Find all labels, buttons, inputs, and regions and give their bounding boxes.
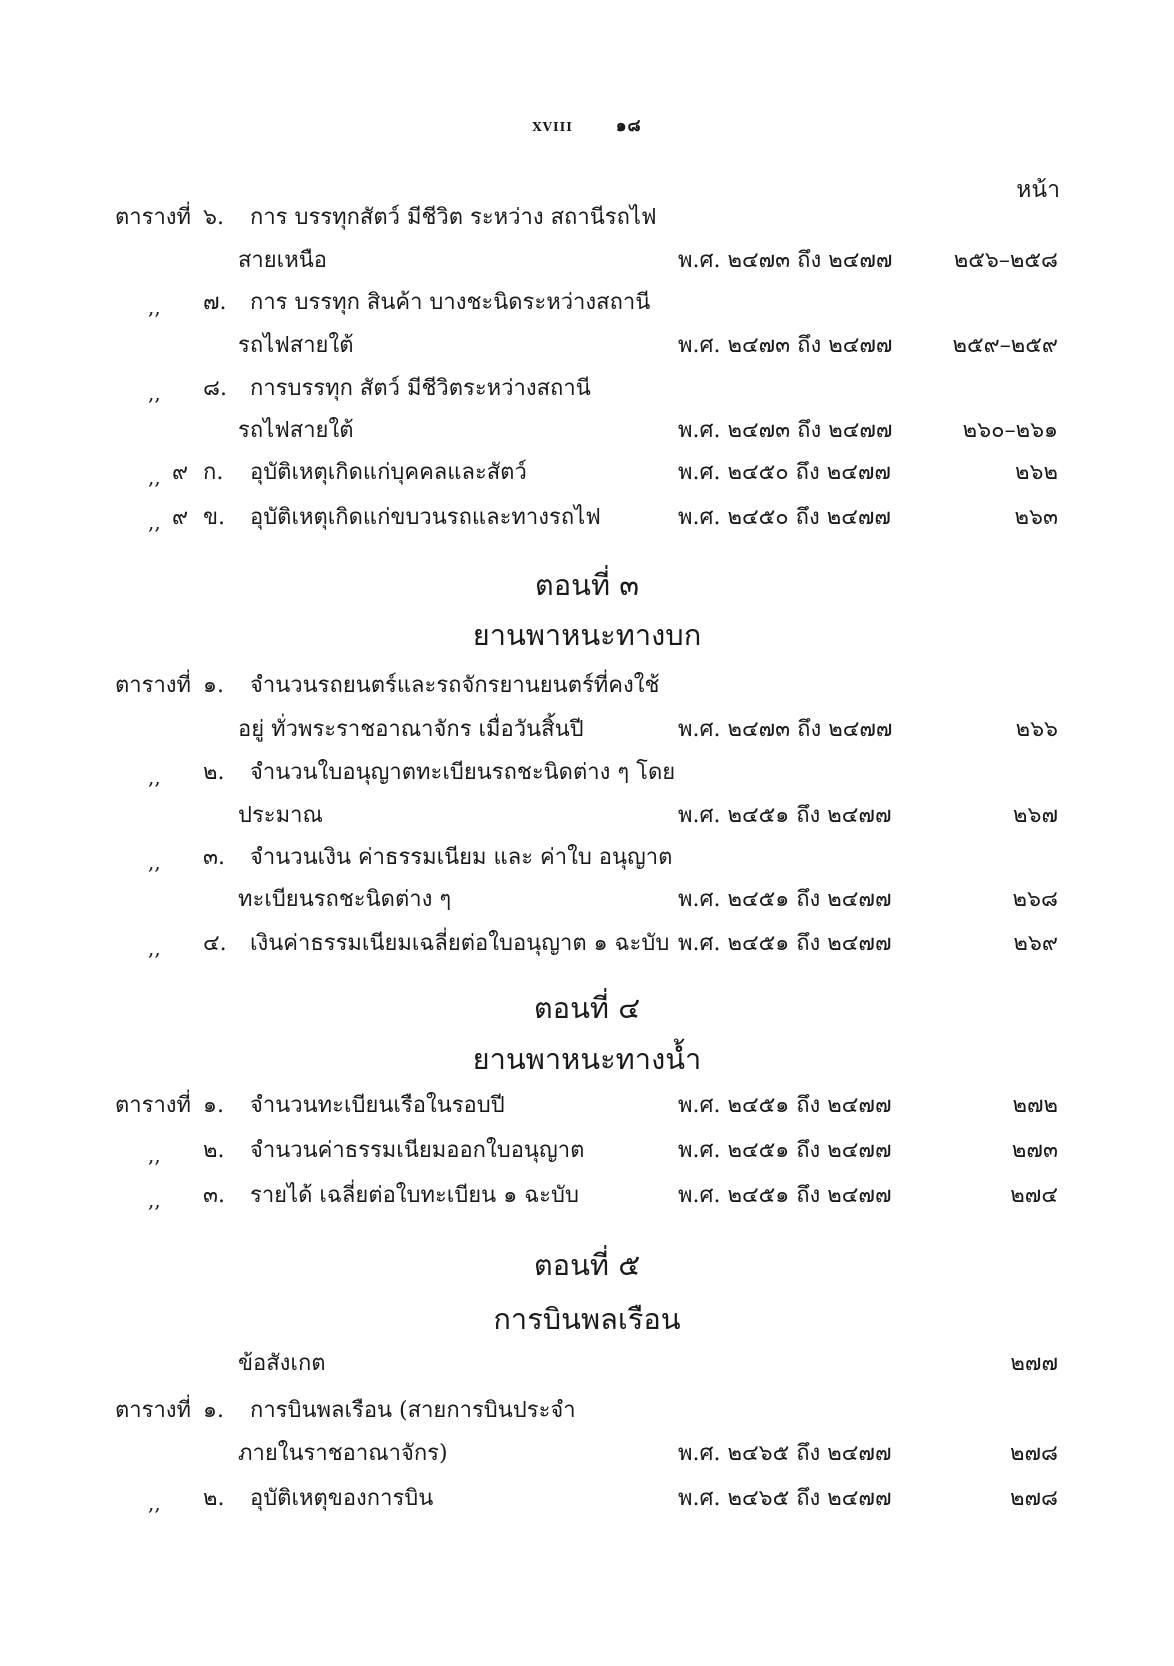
entry-page: ๒๖๒ bbox=[1015, 460, 1058, 485]
entry-page: ๒๗๗ bbox=[1010, 1351, 1058, 1376]
entry-title: จำนวนเงิน ค่าธรรมเนียม และ ค่าใบ อนุญาต bbox=[250, 845, 673, 870]
ditto-mark: ,, bbox=[148, 765, 161, 789]
entry-title: อุบัติเหตุเกิดแก่ขบวนรถและทางรถไฟ bbox=[250, 505, 601, 530]
toc-entry bbox=[0, 285, 1174, 325]
ditto-mark: ,, bbox=[148, 1143, 161, 1167]
ditto-mark: ,, bbox=[148, 850, 161, 874]
entry-title: จำนวนทะเบียนเรือในรอบปี bbox=[250, 1093, 505, 1118]
entry-title: การ บรรทุก สินค้า บางชะนิดระหว่างสถานี bbox=[250, 290, 651, 315]
entry-period: พ.ศ. ๒๔๕๑ ถึง ๒๔๗๗ bbox=[678, 931, 892, 956]
section-part-heading: ตอนที่ ๔ bbox=[533, 991, 641, 1025]
section-name-heading: ยานพาหนะทางน้ำ bbox=[472, 1042, 702, 1076]
entry-page: ๒๖๘ bbox=[1012, 887, 1058, 912]
entry-title-cont: รถไฟสายใต้ bbox=[238, 418, 354, 443]
entry-page: ๒๗๔ bbox=[1010, 1183, 1058, 1208]
entry-number: ๒. bbox=[203, 760, 225, 785]
entry-period: พ.ศ. ๒๔๗๓ ถึง ๒๔๗๗ bbox=[678, 418, 893, 443]
entry-period: พ.ศ. ๒๔๕๐ ถึง ๒๔๗๗ bbox=[678, 460, 891, 485]
toc-entry-continuation bbox=[0, 243, 1174, 283]
entry-title: การบินพลเรือน (สายการบินประจำ bbox=[250, 1398, 576, 1423]
toc-entry-continuation bbox=[0, 1436, 1174, 1476]
toc-entry bbox=[0, 1346, 1174, 1386]
entry-page: ๒๗๓ bbox=[1011, 1138, 1058, 1163]
entry-number: ๓. bbox=[203, 1183, 226, 1208]
entry-title-cont: รถไฟสายใต้ bbox=[238, 333, 354, 358]
entry-title-cont: ประมาณ bbox=[238, 803, 323, 828]
entry-number: ๓. bbox=[203, 845, 226, 870]
entry-title-cont: ภายในราชอาณาจักร) bbox=[238, 1441, 448, 1466]
entry-page: ๒๗๘ bbox=[1009, 1486, 1058, 1511]
entry-period: พ.ศ. ๒๔๗๓ ถึง ๒๔๗๗ bbox=[678, 717, 893, 742]
entry-period: พ.ศ. ๒๔๕๑ ถึง ๒๔๗๗ bbox=[678, 1183, 892, 1208]
entry-period: พ.ศ. ๒๔๕๑ ถึง ๒๔๗๗ bbox=[678, 887, 892, 912]
entry-page: ๒๖๙ bbox=[1013, 931, 1058, 956]
entry-number: ๑. bbox=[203, 1398, 224, 1423]
entry-number: ๘. bbox=[203, 376, 227, 401]
entry-page: ๒๖๗ bbox=[1012, 803, 1058, 828]
section-part-heading: ตอนที่ ๕ bbox=[533, 1248, 641, 1282]
section-name-heading: การบินพลเรือน bbox=[493, 1302, 681, 1336]
page-column-heading: หน้า bbox=[1016, 177, 1060, 203]
entry-page: ๒๖๐–๒๖๑ bbox=[962, 418, 1058, 443]
toc-entry bbox=[0, 500, 1174, 540]
entry-period: พ.ศ. ๒๔๖๕ ถึง ๒๔๗๗ bbox=[678, 1441, 892, 1466]
toc-entry bbox=[0, 668, 1174, 708]
toc-entry bbox=[0, 1133, 1174, 1173]
entry-title-cont: อยู่ ทั่วพระราชอาณาจักร เมื่อวันสิ้นปี bbox=[238, 717, 584, 742]
entry-number: ๗. bbox=[203, 290, 227, 315]
thai-page-number: ๑๘ bbox=[615, 116, 642, 136]
ditto-mark: ,, bbox=[148, 1491, 161, 1515]
toc-entry bbox=[0, 200, 1174, 240]
toc-entry bbox=[0, 1393, 1174, 1433]
entry-period: พ.ศ. ๒๔๕๑ ถึง ๒๔๗๗ bbox=[678, 803, 892, 828]
entry-title: เงินค่าธรรมเนียมเฉลี่ยต่อใบอนุญาต ๑ ฉะบับ bbox=[250, 931, 670, 956]
entry-label: ตารางที่ bbox=[115, 673, 192, 698]
toc-entry bbox=[0, 926, 1174, 966]
entry-number: ๒. bbox=[203, 1138, 225, 1163]
entry-label: ตารางที่ bbox=[115, 205, 192, 230]
entry-number: ๙ bbox=[172, 505, 189, 530]
toc-entry bbox=[0, 1088, 1174, 1128]
entry-title: จำนวนรถยนตร์และรถจักรยานยนตร์ที่คงใช้ bbox=[250, 673, 660, 698]
toc-entry-continuation bbox=[0, 413, 1174, 453]
entry-title: อุบัติเหตุของการบิน bbox=[250, 1486, 434, 1511]
entry-title: ข้อสังเกต bbox=[238, 1351, 326, 1376]
toc-entry-continuation bbox=[0, 712, 1174, 752]
section-part-heading: ตอนที่ ๓ bbox=[534, 568, 640, 602]
entry-period: พ.ศ. ๒๔๕๐ ถึง ๒๔๗๗ bbox=[678, 505, 891, 530]
entry-title-cont: ทะเบียนรถชะนิดต่าง ๆ bbox=[238, 887, 452, 912]
entry-title: การบรรทุก สัตว์ มีชีวิตระหว่างสถานี bbox=[250, 376, 591, 401]
entry-period: พ.ศ. ๒๔๗๓ ถึง ๒๔๗๗ bbox=[678, 248, 893, 273]
ditto-mark: ,, bbox=[148, 465, 161, 489]
toc-entry bbox=[0, 755, 1174, 795]
entry-number: ๑. bbox=[203, 673, 224, 698]
ditto-mark: ,, bbox=[148, 510, 161, 534]
entry-title: การ บรรทุกสัตว์ มีชีวิต ระหว่าง สถานีรถไฟ bbox=[250, 205, 657, 230]
entry-page: ๒๗๒ bbox=[1012, 1093, 1058, 1118]
section-name-heading: ยานพาหนะทางบก bbox=[472, 618, 702, 652]
entry-period: พ.ศ. ๒๔๕๑ ถึง ๒๔๗๗ bbox=[678, 1093, 892, 1118]
entry-title: อุบัติเหตุเกิดแก่บุคคลและสัตว์ bbox=[250, 460, 527, 485]
toc-entry-continuation bbox=[0, 882, 1174, 922]
entry-number: ๙ bbox=[172, 460, 189, 485]
entry-period: พ.ศ. ๒๔๗๓ ถึง ๒๔๗๗ bbox=[678, 333, 893, 358]
entry-title-cont: สายเหนือ bbox=[238, 248, 327, 273]
entry-title: รายได้ เฉลี่ยต่อใบทะเบียน ๑ ฉะบับ bbox=[250, 1183, 579, 1208]
entry-period: พ.ศ. ๒๔๕๑ ถึง ๒๔๗๗ bbox=[678, 1138, 892, 1163]
entry-title: จำนวนใบอนุญาตทะเบียนรถชะนิดต่าง ๆ โดย bbox=[250, 760, 676, 785]
toc-entry-continuation bbox=[0, 798, 1174, 838]
toc-entry bbox=[0, 840, 1174, 880]
toc-entry bbox=[0, 1481, 1174, 1521]
entry-page: ๒๗๘ bbox=[1009, 1441, 1058, 1466]
entry-subnumber: ข. bbox=[203, 505, 226, 530]
entry-subnumber: ก. bbox=[203, 460, 224, 485]
entry-number: ๑. bbox=[203, 1093, 224, 1118]
ditto-mark: ,, bbox=[148, 381, 161, 405]
toc-entry-continuation bbox=[0, 328, 1174, 368]
entry-page: ๒๕๙–๒๕๙ bbox=[952, 333, 1058, 358]
roman-page-number: XVIII bbox=[532, 120, 573, 134]
toc-entry bbox=[0, 1178, 1174, 1218]
entry-label: ตารางที่ bbox=[115, 1398, 192, 1423]
toc-entry bbox=[0, 455, 1174, 495]
ditto-mark: ,, bbox=[148, 1188, 161, 1212]
ditto-mark: ,, bbox=[148, 295, 161, 319]
page-header bbox=[0, 112, 1174, 139]
entry-label: ตารางที่ bbox=[115, 1093, 192, 1118]
ditto-mark: ,, bbox=[148, 936, 161, 960]
entry-period: พ.ศ. ๒๔๖๕ ถึง ๒๔๗๗ bbox=[678, 1486, 892, 1511]
entry-page: ๒๖๖ bbox=[1015, 717, 1058, 742]
entry-page: ๒๕๖–๒๕๘ bbox=[953, 248, 1058, 273]
entry-number: ๒. bbox=[203, 1486, 225, 1511]
toc-entry bbox=[0, 371, 1174, 411]
entry-number: ๖. bbox=[203, 205, 224, 230]
entry-number: ๔. bbox=[203, 931, 227, 956]
entry-page: ๒๖๓ bbox=[1014, 505, 1058, 530]
entry-title: จำนวนค่าธรรมเนียมออกใบอนุญาต bbox=[250, 1138, 585, 1163]
